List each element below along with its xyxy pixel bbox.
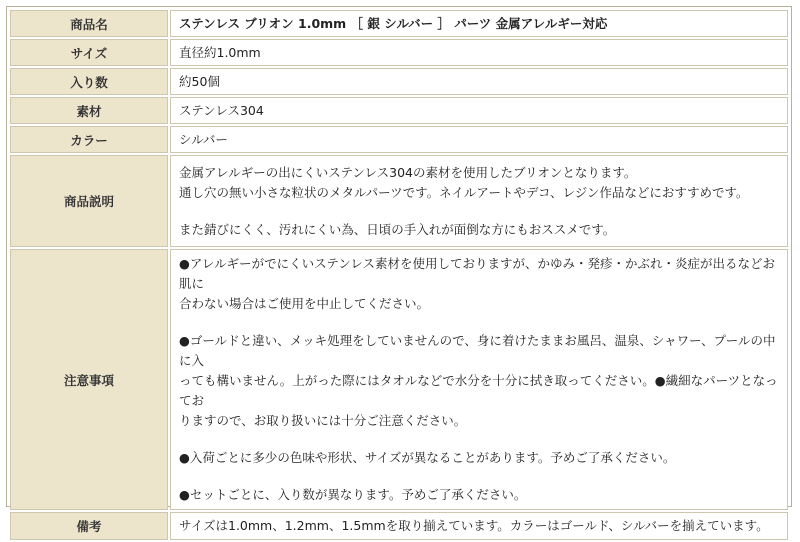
spec-row-color [10, 126, 788, 153]
spec-value-notes [170, 249, 788, 510]
spec-value-description [170, 155, 788, 247]
spec-row-notes [10, 249, 788, 510]
spec-label-quantity: 入り数 [10, 68, 168, 95]
spec-value-quantity: 約50個 [170, 68, 788, 95]
spec-label-size: サイズ [10, 39, 168, 66]
notes-paragraph: ●ゴールドと違い、メッキ処理をしていませんので、身に着けたままお風呂、温泉、シャワー、プールの中に入 っても構いません。上がった際にはタオルなどで水分を十分に拭き取ってください。●繊細なパーツとなってお りますので、お取り扱いには十分ご注意ください。 [179, 333, 778, 428]
spec-label-material: 素材 [10, 97, 168, 124]
spec-value-material: ステンレス304 [170, 97, 788, 124]
spec-label-product-name: 商品名 [10, 10, 168, 37]
spec-row-material [10, 97, 788, 124]
spec-value-size: 直径約1.0mm [170, 39, 788, 66]
spec-row-description [10, 155, 788, 247]
notes-paragraph: ●アレルギーがでにくいステンレス素材を使用しておりますが、かゆみ・発疹・かぶれ・炎症が出るなどお肌に 合わない場合はご使用を中止してください。 [179, 256, 776, 311]
spec-label-notes: 注意事項 [10, 249, 168, 510]
spec-value-color: シルバー [170, 126, 788, 153]
spec-row-size [10, 39, 788, 66]
notes-paragraph: ●入荷ごとに多少の色味や形状、サイズが異なることがあります。予めご了承ください。 [179, 450, 676, 465]
spec-row-product-name [10, 10, 788, 37]
spec-label-remarks: 備考 [10, 512, 168, 540]
notes-paragraph: ●セットごとに、入り数が異なります。予めご了承ください。 [179, 487, 527, 502]
spec-value-remarks: サイズは1.0mm、1.2mm、1.5mmを取り揃えています。カラーはゴールド、シルバーを揃えています。 [170, 512, 788, 540]
spec-label-color: カラー [10, 126, 168, 153]
spec-value-product-name: ステンレス ブリオン 1.0mm ［ 銀 シルバー ］ パーツ 金属アレルギー対応 [170, 10, 788, 37]
product-spec-panel [6, 6, 792, 534]
product-spec-table [8, 8, 790, 542]
spec-label-description: 商品説明 [10, 155, 168, 247]
spec-row-quantity [10, 68, 788, 95]
description-paragraph: 金属アレルギーの出にくいステンレス304の素材を使用したブリオンとなります。 通し穴の無い小さな粒状のメタルパーツです。ネイルアートやデコ、レジン作品などにおすすめです。 [179, 164, 749, 200]
spec-row-remarks [10, 512, 788, 540]
description-paragraph: また錆びにくく、汚れにくい為、日頃の手入れが面倒な方にもおススメです。 [179, 221, 616, 237]
